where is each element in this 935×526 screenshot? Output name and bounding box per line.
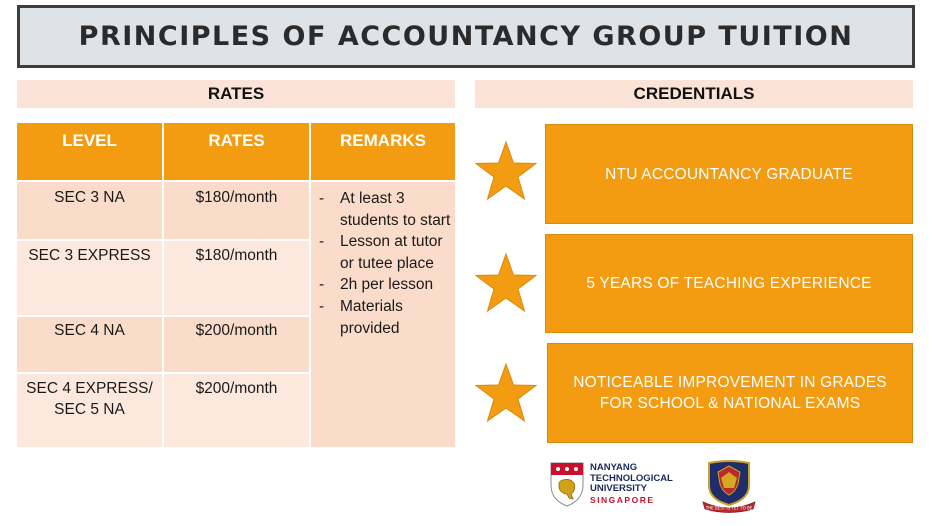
star-icon bbox=[475, 253, 537, 313]
level-cell bbox=[17, 378, 162, 420]
ntu-name-line: UNIVERSITY bbox=[590, 483, 648, 494]
row-divider bbox=[17, 180, 455, 182]
column-header-rates: RATES bbox=[164, 123, 309, 180]
school-crest-icon bbox=[700, 458, 758, 514]
star-icon bbox=[475, 363, 537, 423]
column-header-level: LEVEL bbox=[17, 123, 162, 180]
remarks-cell bbox=[311, 180, 455, 447]
level-cell: SEC 4 NA bbox=[54, 322, 125, 339]
row-divider bbox=[17, 372, 309, 374]
level-line: SEC 4 EXPRESS/ bbox=[26, 380, 153, 397]
level-cell: SEC 3 NA bbox=[54, 189, 125, 206]
ntu-name-line: SINGAPORE bbox=[590, 494, 655, 505]
list-item: - Materials provided bbox=[317, 296, 451, 339]
rate-cell: $180/month bbox=[195, 247, 278, 264]
ntu-crest-icon bbox=[549, 461, 585, 507]
title-banner bbox=[17, 5, 915, 68]
credential-text: NTU ACCOUNTANCY GRADUATE bbox=[605, 165, 853, 183]
level-cell: SEC 3 EXPRESS bbox=[28, 247, 151, 264]
rates-header: RATES bbox=[17, 80, 455, 108]
ntu-logo bbox=[549, 461, 683, 509]
credential-box bbox=[545, 234, 913, 333]
list-item: - At least 3 students to start bbox=[317, 188, 451, 231]
list-item: - Lesson at tutor or tutee place bbox=[317, 231, 451, 274]
row-divider bbox=[17, 315, 309, 317]
remarks-list bbox=[317, 188, 451, 339]
rate-cell: $200/month bbox=[195, 380, 278, 397]
star-icon bbox=[475, 141, 537, 201]
level-line: SEC 5 NA bbox=[54, 401, 125, 418]
list-item: - 2h per lesson bbox=[317, 274, 451, 296]
credential-box bbox=[547, 343, 913, 443]
column-divider bbox=[309, 123, 311, 447]
credential-text: FOR SCHOOL & NATIONAL EXAMS bbox=[599, 395, 861, 412]
page-title: PRINCIPLES OF ACCOUNTANCY GROUP TUITION bbox=[78, 21, 854, 52]
credential-box bbox=[545, 124, 913, 224]
credentials-header: CREDENTIALS bbox=[475, 80, 913, 108]
column-header-remarks: REMARKS bbox=[311, 123, 455, 180]
rate-cell: $180/month bbox=[195, 189, 278, 206]
credential-text: 5 YEARS OF TEACHING EXPERIENCE bbox=[586, 275, 872, 292]
rate-cell: $200/month bbox=[195, 322, 278, 339]
ntu-name bbox=[590, 463, 673, 505]
row-divider bbox=[17, 239, 309, 241]
ntu-name-line: TECHNOLOGICAL bbox=[590, 472, 673, 484]
credential-text: NOTICEABLE IMPROVEMENT IN GRADES bbox=[573, 374, 887, 391]
rates-table bbox=[17, 123, 455, 447]
school-motto: THE BEST IS YET TO BE bbox=[705, 505, 753, 511]
ntu-name-line: NANYANG bbox=[590, 462, 638, 473]
